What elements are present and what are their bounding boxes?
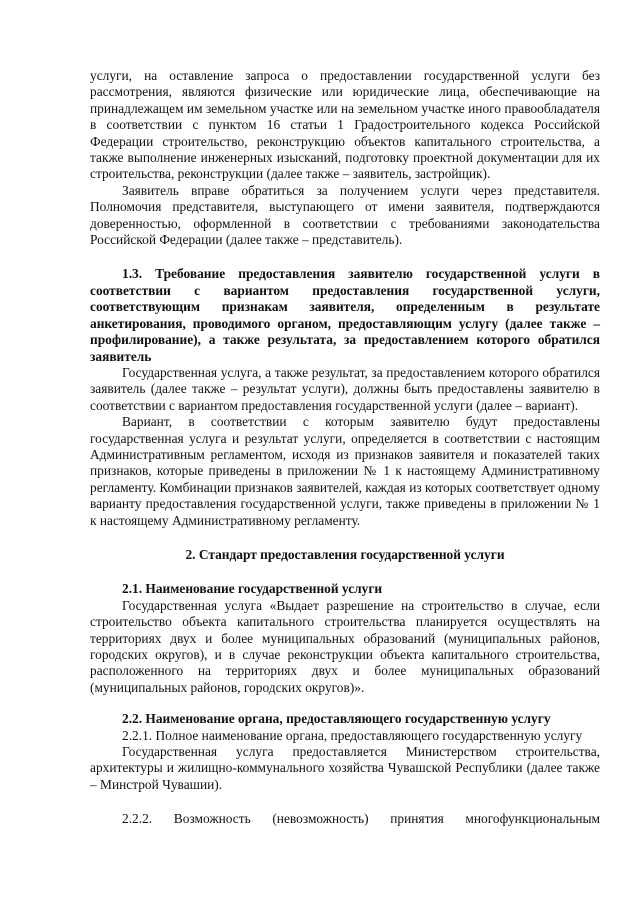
section-heading-2-2: 2.2. Наименование органа, предоставляющего государственную услугу	[122, 711, 551, 727]
section-heading-1-3: 1.3. Требование предоставления заявителю государственной услуги в соответствии с вариантом предоставления государственной услуги, соответствующим признакам заявителя, определенным в результате анкетирования, проводимого органом, предоставляющим услугу (далее также – профилирование), а также результата, за предоставлением которого обратился заявитель	[90, 266, 600, 364]
paragraph-representative: Заявитель вправе обратиться за получением услуги через представителя. Полномочия представителя, выступающего от имени заявителя, подтверждаются доверенностью, оформленной в соответствии с требованиями законодательства Российской Федерации (далее также – представитель).	[90, 182, 600, 248]
paragraph-service-result: Государственная услуга, а также результат, за предоставлением которого обратился заявитель (далее также – результат услуги), должны быть предоставлены заявителю в соответствии с вариантом предоставления государственной услуги (далее – вариант).	[90, 364, 600, 413]
paragraph-applicants: услуги, на оставление запроса о предоставлении государственной услуги без рассмотрения, являются физические или юридические лица, обеспечивающие на принадлежащем им земельном участке или на земельном участке иного правообладателя в соответствии с пунктом 16 статьи 1 Градостроительного кодекса Российской Федерации строительство, реконструкцию объектов капитального строительства, а также выполнение инженерных изысканий, подготовку проектной документации для их строительства, реконструкции (далее также – заявитель, застройщик).	[90, 68, 600, 182]
section-heading-2-1: 2.1. Наименование государственной услуги	[122, 581, 383, 597]
paragraph-2-2-2: 2.2.2. Возможность (невозможность) принятия многофункциональным	[122, 811, 600, 827]
paragraph-service-name: Государственная услуга «Выдает разрешение на строительство в случае, если строительство объекта капитального строительства планируется осуществлять на территориях двух и более муниципальных образований (муниципальных районов, городских округов), и в случае реконструкции объекта капитального строительства, расположенного на территориях двух и более муниципальных образований (муниципальных районов, городских округов)».	[90, 597, 600, 695]
paragraph-ministry: Государственная услуга предоставляется Министерством строительства, архитектуры и жилищно-коммунального хозяйства Чувашской Республики (далее также – Минстрой Чувашии).	[90, 744, 600, 792]
section-heading-2: 2. Стандарт предоставления государственной услуги	[185, 546, 505, 562]
paragraph-variant: Вариант, в соответствии с которым заявителю будут предоставлены государственная услуга и результат услуги, определяется в соответствии с настоящим Административным регламентом, исходя из признаков заявителя и показателей таких признаков, которые приведены в приложении № 1 к настоящему Административному регламенту. Комбинации признаков заявителей, каждая из которых соответствует одному варианту предоставления государственной услуги, также приведены в приложении № 1 к настоящему Административному регламенту.	[90, 414, 600, 528]
paragraph-2-2-1: 2.2.1. Полное наименование органа, предоставляющего государственную услугу	[122, 727, 583, 743]
